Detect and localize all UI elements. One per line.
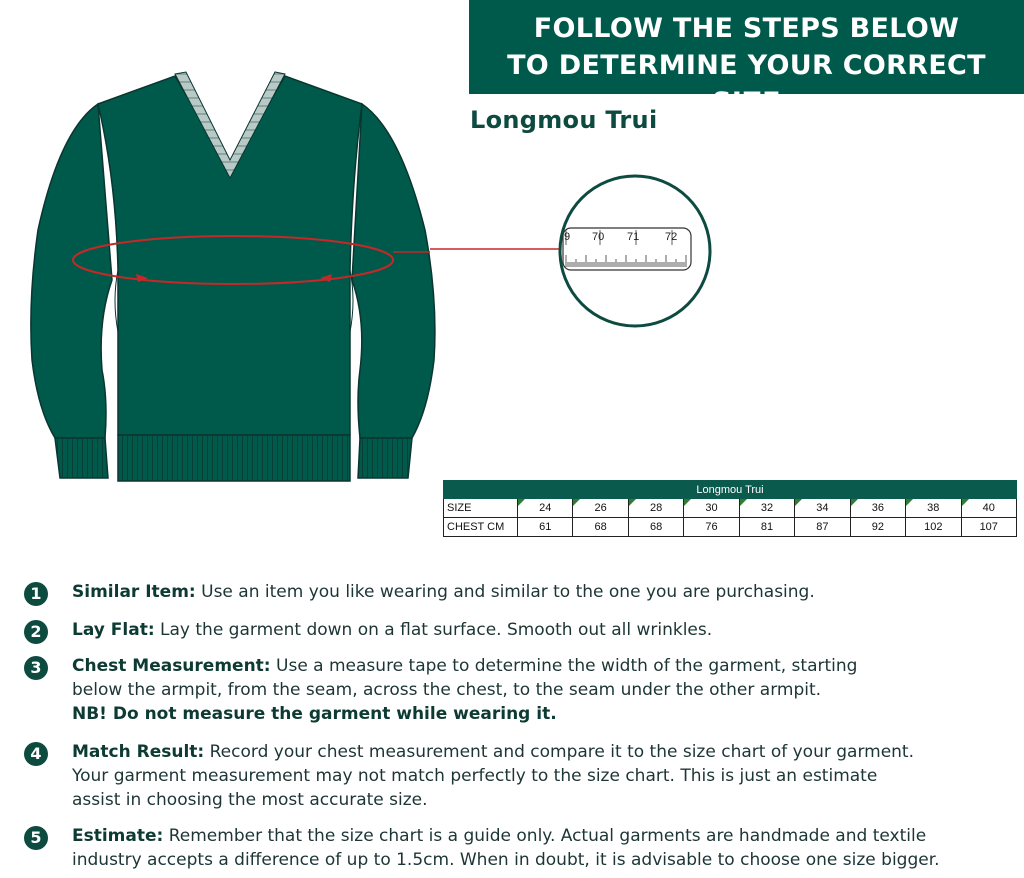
step-title-4: Match Result: <box>72 742 205 762</box>
size-row <box>444 499 1017 518</box>
step-line: assist in choosing the most accurate size. <box>72 790 428 810</box>
size-cell: 30 <box>684 499 739 518</box>
tape-label-3: 72 <box>665 231 678 243</box>
step-line: Remember that the size chart is a guide only. Actual garments are handmade and textile <box>168 826 927 846</box>
header-banner <box>469 0 1024 118</box>
step-line: Use a measure tape to determine the width of the garment, starting <box>276 656 858 676</box>
step-title-1: Similar Item: <box>72 582 196 602</box>
banner-line-2: TO DETERMINE YOUR CORRECT SIZE <box>507 50 986 118</box>
size-cell: 38 <box>906 499 961 518</box>
step-line: Use an item you like wearing and similar to the one you are purchasing. <box>201 582 815 602</box>
size-cell: 34 <box>795 499 850 518</box>
tape-label-2: 71 <box>627 231 640 243</box>
step-line: below the armpit, from the seam, across the chest, to the seam under the other armpit. <box>72 680 822 700</box>
chest-cell: 87 <box>795 518 850 537</box>
size-row-label: SIZE <box>444 499 518 518</box>
chest-row-label: CHEST CM <box>444 518 518 537</box>
tape-label-1: 70 <box>592 231 605 243</box>
product-title: Longmou Trui <box>470 106 658 134</box>
step-line: Lay the garment down on a flat surface. Smooth out all wrinkles. <box>160 620 713 640</box>
step-text-1 <box>72 580 815 604</box>
step-text-2 <box>72 618 712 642</box>
size-cell: 32 <box>739 499 794 518</box>
chest-cell: 68 <box>628 518 683 537</box>
size-cell: 26 <box>573 499 628 518</box>
step-text-4 <box>72 740 914 812</box>
step-text-3 <box>72 654 857 726</box>
step-title-5: Estimate: <box>72 826 164 846</box>
chest-row <box>444 518 1017 537</box>
chest-cell: 102 <box>906 518 961 537</box>
size-chart-table <box>443 480 1017 537</box>
chest-cell: 68 <box>573 518 628 537</box>
step-line: Your garment measurement may not match perfectly to the size chart. This is just an estimate <box>72 766 878 786</box>
tape-zoom-illustration <box>430 170 720 340</box>
sweater-illustration <box>20 70 450 490</box>
tape-label-0: 9 <box>564 231 571 243</box>
size-cell: 36 <box>850 499 905 518</box>
step-text-5 <box>72 824 940 872</box>
chest-cell: 107 <box>961 518 1017 537</box>
size-cell: 40 <box>961 499 1017 518</box>
step-title-2: Lay Flat: <box>72 620 155 640</box>
step-line: industry accepts a difference of up to 1.5cm. When in doubt, it is advisable to choose one size bigger. <box>72 850 940 870</box>
step-number-4: 4 <box>24 742 48 766</box>
size-cell: 28 <box>628 499 683 518</box>
banner-line-1: FOLLOW THE STEPS BELOW <box>533 13 960 44</box>
step-note: NB! Do not measure the garment while wearing it. <box>72 704 557 724</box>
step-number-5: 5 <box>24 826 48 850</box>
step-number-3: 3 <box>24 656 48 680</box>
chest-cell: 92 <box>850 518 905 537</box>
chest-cell: 81 <box>739 518 794 537</box>
chest-cell: 61 <box>518 518 573 537</box>
step-line: Record your chest measurement and compare it to the size chart of your garment. <box>209 742 914 762</box>
size-chart-caption: Longmou Trui <box>444 481 1017 499</box>
step-number-2: 2 <box>24 620 48 644</box>
chest-cell: 76 <box>684 518 739 537</box>
size-cell: 24 <box>518 499 573 518</box>
step-number-1: 1 <box>24 582 48 606</box>
step-title-3: Chest Measurement: <box>72 656 271 676</box>
